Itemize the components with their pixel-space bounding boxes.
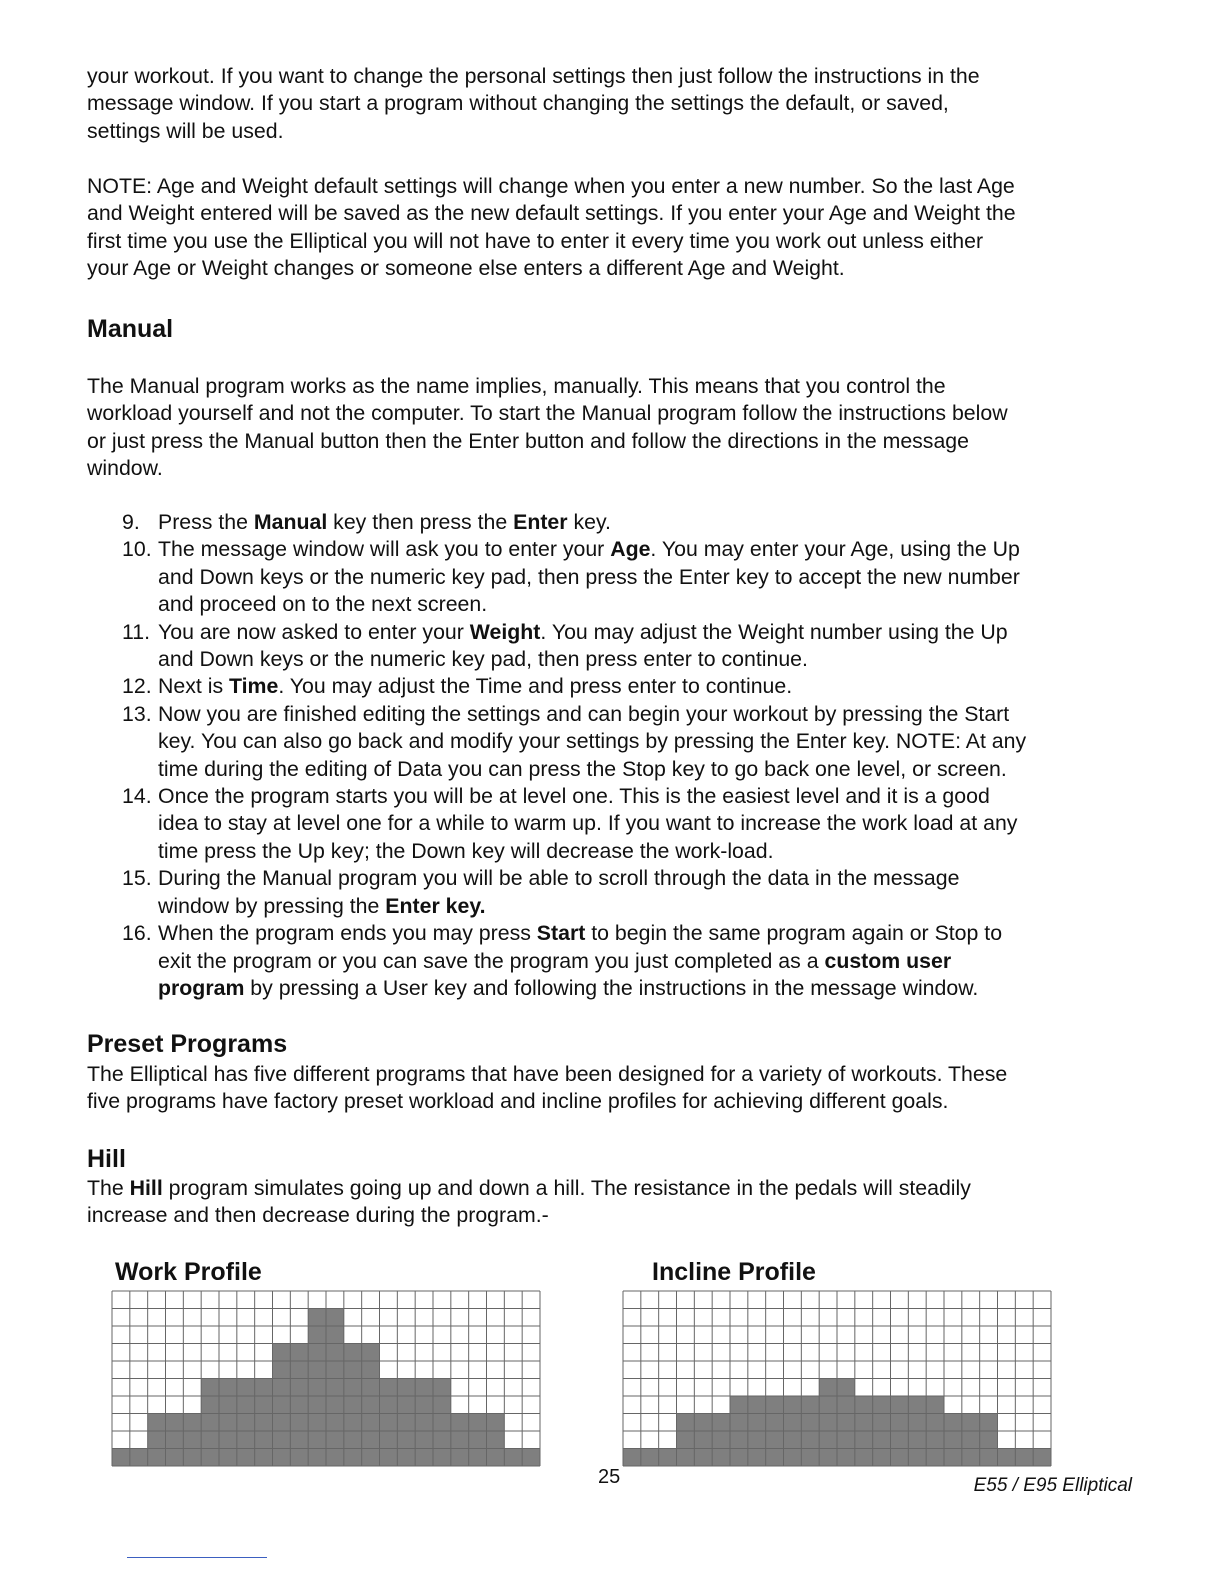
- list-number: 11.: [122, 619, 151, 644]
- list-item: [122, 619, 1026, 674]
- profile-bar: [944, 1414, 962, 1467]
- text-segment: . You may adjust the Weight number using the Up: [540, 619, 1008, 644]
- profile-bar: [183, 1414, 201, 1467]
- footer-rule: [127, 1557, 267, 1558]
- list-item: [122, 509, 1026, 536]
- incline-profile-grid: [622, 1290, 1052, 1467]
- preset-programs-heading: Preset Programs: [87, 1030, 288, 1058]
- profile-bar: [712, 1414, 730, 1467]
- list-item: [122, 536, 1026, 618]
- profile-bar: [641, 1449, 659, 1467]
- profile-bar: [469, 1414, 487, 1467]
- list-item: [122, 673, 1026, 700]
- text-line: [87, 1202, 971, 1229]
- text-line: window.: [87, 456, 163, 481]
- bold-text: Hill: [129, 1176, 163, 1200]
- profile-bar: [255, 1379, 273, 1467]
- text-segment: and proceed on to the next screen.: [158, 592, 488, 617]
- text-segment: Next is: [158, 674, 230, 699]
- text-segment: Once the program starts you will be at level one. This is the easiest level and it is a good: [158, 784, 990, 809]
- profile-bar: [112, 1449, 130, 1467]
- text-segment: increase and then decrease during the program.-: [87, 1203, 549, 1228]
- profile-bar: [130, 1449, 148, 1467]
- profile-bar: [397, 1379, 415, 1467]
- text-line: [158, 591, 1026, 618]
- text-line: [158, 756, 1026, 783]
- text-segment: When the program ends you may press: [158, 921, 537, 946]
- footer-model: E55 / E95 Elliptical: [973, 1475, 1132, 1496]
- profile-bar: [362, 1344, 380, 1467]
- text-line: [158, 865, 1026, 892]
- page-number: 25: [598, 1466, 621, 1488]
- hill-paragraph: [87, 1175, 971, 1230]
- text-line: [158, 536, 1026, 563]
- manual-steps-list: [122, 509, 1027, 1002]
- bold-text: Age: [610, 537, 651, 562]
- profile-bar: [487, 1414, 505, 1467]
- text-segment: key then press the: [327, 510, 514, 534]
- profile-bar: [219, 1379, 237, 1467]
- list-number: 10.: [122, 537, 152, 562]
- text-line: workload yourself and not the computer. To start the Manual program follow the instructions below: [87, 401, 1008, 426]
- text-line: NOTE: Age and Weight default settings will change when you enter a new number. So the last Age: [87, 174, 1015, 198]
- text-segment: by pressing a User key and following the instructions in the message window.: [244, 975, 979, 1000]
- list-number: 14.: [122, 784, 152, 809]
- text-line: [158, 673, 1026, 700]
- list-item: [122, 783, 1026, 865]
- profile-bar: [451, 1414, 469, 1467]
- text-line: message window. If you start a program without changing the settings the default, or saved,: [87, 91, 949, 116]
- text-line: [158, 509, 1026, 536]
- text-segment: . You may adjust the Time and press enter to continue.: [278, 674, 793, 699]
- text-line: [158, 838, 1026, 865]
- profile-bar: [677, 1414, 695, 1467]
- text-segment: window by pressing the: [158, 893, 386, 918]
- text-line: first time you use the Elliptical you will not have to enter it every time you work out unless either: [87, 228, 984, 253]
- text-segment: The: [87, 1176, 130, 1200]
- text-line: [158, 701, 1026, 728]
- note-paragraph: [87, 173, 1016, 283]
- text-line: [158, 948, 1026, 975]
- text-line: [158, 646, 1026, 673]
- bold-text: Enter: [513, 510, 568, 534]
- text-line: and Weight entered will be saved as the new default settings. If you enter your Age and Weight the: [87, 201, 1016, 226]
- profile-bar: [326, 1309, 344, 1467]
- list-item: [122, 920, 1026, 1002]
- profile-bar: [980, 1414, 998, 1467]
- text-line: or just press the Manual button then the Enter button and follow the directions in the message: [87, 428, 969, 453]
- text-segment: key.: [567, 510, 611, 534]
- manual-heading: Manual: [87, 315, 174, 343]
- profile-bar: [522, 1449, 540, 1467]
- text-segment: exit the program or you can save the program you just completed as a: [158, 948, 825, 973]
- text-line: The Manual program works as the name implies, manually. This means that you control the: [87, 374, 946, 398]
- profile-bar: [166, 1414, 184, 1467]
- text-segment: You are now asked to enter your: [158, 619, 470, 644]
- bold-text: program: [158, 975, 245, 1000]
- profile-bar: [290, 1344, 308, 1467]
- profile-bar: [273, 1344, 291, 1467]
- bold-text: Manual: [253, 510, 328, 534]
- text-segment: to begin the same program again or Stop to: [585, 921, 1003, 946]
- profile-bar: [694, 1414, 712, 1467]
- profile-bar: [237, 1379, 255, 1467]
- text-segment: idea to stay at level one for a while to warm up. If you want to increase the work load at any: [158, 811, 1018, 836]
- text-line: [158, 975, 1026, 1002]
- text-line: [158, 619, 1026, 646]
- text-segment: program simulates going up and down a hill. The resistance in the pedals will steadily: [162, 1176, 971, 1200]
- intro-paragraph-1: [87, 63, 980, 145]
- text-segment: key. You can also go back and modify your settings by pressing the Enter key. NOTE: At any: [158, 729, 1027, 754]
- text-line: [158, 893, 1026, 920]
- work-profile-grid: [111, 1290, 541, 1467]
- profile-bar: [998, 1449, 1016, 1467]
- profile-bar: [148, 1414, 166, 1467]
- list-number: 12.: [122, 674, 152, 699]
- text-line: [158, 810, 1026, 837]
- profile-bar: [962, 1414, 980, 1467]
- work-profile-title: Work Profile: [115, 1258, 262, 1286]
- bold-text: custom user: [824, 948, 952, 973]
- list-item: [122, 701, 1027, 783]
- bold-text: Enter key.: [385, 893, 486, 918]
- text-line: The Elliptical has five different programs that have been designed for a variety of workouts. These: [87, 1062, 1008, 1086]
- text-segment: The message window will ask you to enter your: [158, 537, 611, 562]
- text-line: settings will be used.: [87, 118, 284, 143]
- profile-bar: [837, 1379, 855, 1467]
- bold-text: Start: [536, 921, 586, 946]
- list-number: 9.: [122, 510, 140, 534]
- bold-text: Weight: [469, 619, 541, 644]
- text-line: your workout. If you want to change the personal settings then just follow the instructions in the: [87, 64, 980, 88]
- profile-bar: [308, 1309, 326, 1467]
- list-number: 13.: [122, 701, 152, 726]
- profile-bar: [380, 1379, 398, 1467]
- list-number: 16.: [122, 921, 152, 946]
- text-line: your Age or Weight changes or someone else enters a different Age and Weight.: [87, 256, 845, 281]
- text-segment: time press the Up key; the Down key will decrease the work-load.: [158, 838, 774, 863]
- text-segment: time during the editing of Data you can press the Stop key to go back one level, or screen.: [158, 756, 1007, 781]
- manual-paragraph: [87, 373, 1008, 483]
- text-line: [158, 728, 1026, 755]
- text-line: [158, 564, 1026, 591]
- profile-bar: [1015, 1449, 1033, 1467]
- list-number: 15.: [122, 866, 152, 891]
- text-line: [158, 920, 1026, 947]
- preset-paragraph: [87, 1061, 1007, 1116]
- profile-bar: [819, 1379, 837, 1467]
- profile-bar: [344, 1344, 362, 1467]
- text-segment: and Down keys or the numeric key pad, then press the Enter key to accept the new number: [158, 564, 1020, 589]
- text-segment: . You may enter your Age, using the Up: [650, 537, 1020, 562]
- bold-text: Time: [229, 674, 279, 699]
- profile-bar: [504, 1449, 522, 1467]
- text-segment: Press the: [158, 510, 254, 534]
- profile-bar: [623, 1449, 641, 1467]
- profile-bar: [415, 1379, 433, 1467]
- text-segment: and Down keys or the numeric key pad, then press enter to continue.: [158, 647, 808, 672]
- profile-bar: [201, 1379, 219, 1467]
- list-item: [122, 865, 1026, 920]
- hill-heading: Hill: [87, 1145, 126, 1173]
- incline-profile-title: Incline Profile: [652, 1258, 816, 1286]
- text-segment: Now you are finished editing the settings and can begin your workout by pressing the Start: [158, 701, 1010, 726]
- profile-bar: [433, 1379, 451, 1467]
- text-line: five programs have factory preset workload and incline profiles for achieving different goals.: [87, 1089, 949, 1114]
- text-line: [87, 1175, 971, 1202]
- profile-bar: [1033, 1449, 1051, 1467]
- text-line: [158, 783, 1026, 810]
- text-segment: During the Manual program you will be able to scroll through the data in the message: [158, 866, 960, 891]
- profile-bar: [659, 1449, 677, 1467]
